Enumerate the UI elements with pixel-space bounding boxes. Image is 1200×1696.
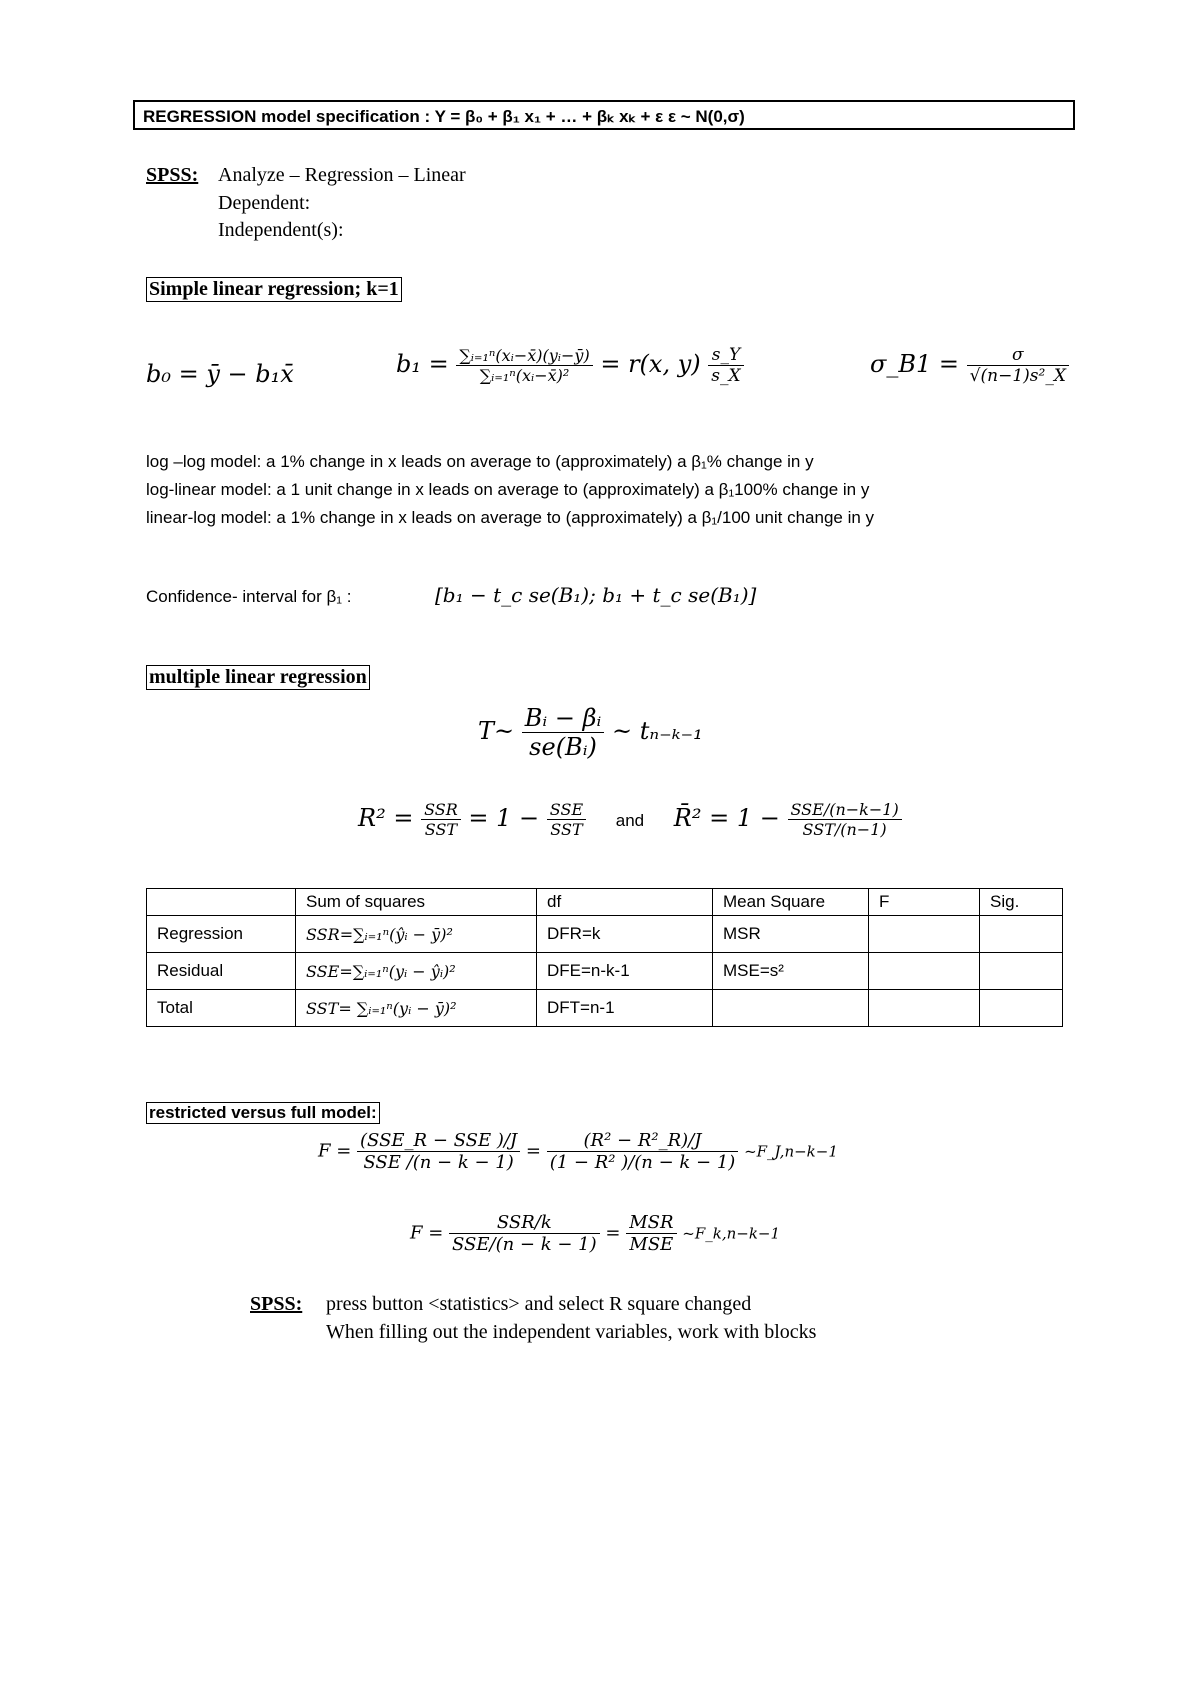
table-row bbox=[147, 990, 1063, 1027]
sy: s_Y bbox=[711, 345, 741, 365]
header-cell: Mean Square bbox=[713, 889, 869, 916]
formula-b0: b₀ = ȳ − b₁x̄ bbox=[146, 360, 294, 388]
f1-fraction1 bbox=[357, 1130, 520, 1173]
formula-f-restricted bbox=[318, 1130, 838, 1173]
table-header-row bbox=[147, 889, 1063, 916]
t-denominator: se(Bᵢ) bbox=[529, 733, 597, 761]
b1-fraction bbox=[456, 346, 592, 385]
f1-den1: SSE /(n − k − 1) bbox=[363, 1152, 514, 1173]
header-cell: Sum of squares bbox=[296, 889, 537, 916]
sigma-denominator bbox=[967, 366, 1069, 386]
f2-eq: = bbox=[605, 1222, 621, 1244]
spss-label bbox=[146, 164, 198, 187]
sum-of-squares-cell: SSE=∑ᵢ₌₁ⁿ(yᵢ − ŷᵢ)² bbox=[296, 953, 537, 990]
row-label: Residual bbox=[147, 953, 296, 990]
formula-t-statistic bbox=[478, 704, 703, 761]
section-title-multiple: multiple linear regression bbox=[146, 665, 370, 690]
t-rhs: ~ tₙ₋ₖ₋₁ bbox=[611, 717, 703, 745]
f2-den1: SSE/(n − k − 1) bbox=[452, 1234, 597, 1255]
row-label: Total bbox=[147, 990, 296, 1027]
formula-b1 bbox=[396, 345, 744, 386]
t-fraction bbox=[522, 704, 605, 761]
mean-square-cell bbox=[713, 990, 869, 1027]
r2-den2: SST bbox=[550, 820, 583, 839]
r2-mid: = 1 − bbox=[468, 804, 540, 832]
loglin-interpretation: log-linear model: a 1 unit change in x leads on average to (approximately) a β₁100% change in y bbox=[146, 480, 870, 499]
header-cell: df bbox=[537, 889, 713, 916]
f-cell bbox=[869, 916, 980, 953]
row-label: Regression bbox=[147, 916, 296, 953]
f2-dist: ~F_k,n−k−1 bbox=[682, 1224, 781, 1243]
sum-of-squares-cell: SSR=∑ᵢ₌₁ⁿ(ŷᵢ − ȳ)² bbox=[296, 916, 537, 953]
f2-fraction1 bbox=[449, 1212, 600, 1255]
sig-cell bbox=[980, 916, 1063, 953]
f-cell bbox=[869, 990, 980, 1027]
f2-fraction2 bbox=[626, 1212, 676, 1255]
anova-table bbox=[146, 888, 1063, 1027]
r2adj-num: SSE/(n−k−1) bbox=[788, 800, 902, 820]
table-row bbox=[147, 953, 1063, 990]
sum-of-squares-cell: SST= ∑ᵢ₌₁ⁿ(yᵢ − ȳ)² bbox=[296, 990, 537, 1027]
mean-square-cell: MSE=s² bbox=[713, 953, 869, 990]
f1-num2: (R² − R²_R)/J bbox=[547, 1130, 739, 1152]
f1-den2: (1 − R² )/(n − k − 1) bbox=[549, 1152, 736, 1173]
sigma-lhs: σ_B1 = bbox=[870, 350, 960, 378]
df-cell: DFR=k bbox=[537, 916, 713, 953]
loglog-interpretation: log –log model: a 1% change in x leads on average to (approximately) a β₁% change in y bbox=[146, 452, 814, 471]
t-numerator: Bᵢ − βᵢ bbox=[522, 704, 605, 733]
spss2-label bbox=[250, 1293, 302, 1316]
sigma-fraction bbox=[967, 345, 1069, 386]
table-row bbox=[147, 916, 1063, 953]
sig-cell bbox=[980, 953, 1063, 990]
linlog-interpretation: linear-log model: a 1% change in x leads on average to (approximately) a β₁/100 unit change in y bbox=[146, 508, 875, 527]
header-cell: F bbox=[869, 889, 980, 916]
section-title-restricted: restricted versus full model: bbox=[146, 1102, 380, 1124]
spss2-line2: When filling out the independent variables, work with blocks bbox=[326, 1321, 817, 1343]
spss-independent: Independent(s): bbox=[218, 219, 344, 241]
r2-fraction2 bbox=[547, 800, 586, 839]
t-lhs: T~ bbox=[478, 717, 515, 745]
r2-den1: SST bbox=[424, 820, 458, 839]
f2-den2: MSE bbox=[629, 1234, 674, 1255]
f1-fraction2 bbox=[547, 1130, 739, 1173]
b1-denominator: ∑ᵢ₌₁ⁿ(xᵢ−x̄)² bbox=[479, 366, 570, 385]
f2-num2: MSR bbox=[626, 1212, 676, 1234]
spss-path: Analyze – Regression – Linear bbox=[218, 164, 466, 186]
r2adj-fraction bbox=[788, 800, 902, 839]
b1-correlation: = r(x, y) bbox=[600, 350, 701, 378]
spss-dependent: Dependent: bbox=[218, 192, 311, 214]
spss-label-text: SPSS: bbox=[146, 164, 199, 186]
header-cell bbox=[147, 889, 296, 916]
formula-f-overall bbox=[410, 1212, 780, 1255]
f1-num1: (SSE_R − SSE )/J bbox=[357, 1130, 520, 1152]
ci-label: Confidence- interval for β₁ : bbox=[146, 587, 352, 606]
f1-eq: = bbox=[525, 1140, 541, 1162]
ci-formula: [b₁ − t_c se(B₁); b₁ + t_c se(B₁)] bbox=[435, 583, 757, 607]
r2adj-lhs: R̄² = 1 − bbox=[673, 804, 780, 832]
spss2-line1: press button <statistics> and select R square changed bbox=[326, 1293, 752, 1315]
f2-num1: SSR/k bbox=[449, 1212, 600, 1234]
r2-fraction1 bbox=[421, 800, 461, 839]
b1-lhs: b₁ = bbox=[396, 350, 449, 378]
r2-num1: SSR bbox=[421, 800, 461, 820]
formula-sigma-b1 bbox=[870, 345, 1069, 386]
sigma-den-text: (n−1)s²_X bbox=[980, 366, 1066, 386]
and-text: and bbox=[615, 811, 645, 830]
model-specification-header: REGRESSION model specification : Y = β₀ + β₁ x₁ + … + βₖ xₖ + ε ε ~ N(0,σ) bbox=[133, 100, 1075, 130]
sqrt-icon: √ bbox=[969, 366, 981, 386]
header-cell: Sig. bbox=[980, 889, 1063, 916]
df-cell: DFE=n-k-1 bbox=[537, 953, 713, 990]
b1-numerator: ∑ᵢ₌₁ⁿ(xᵢ−x̄)(yᵢ−ȳ) bbox=[456, 346, 592, 366]
sy-sx-fraction bbox=[708, 345, 743, 386]
section-title-simple: Simple linear regression; k=1 bbox=[146, 277, 402, 302]
spss2-label-text: SPSS: bbox=[250, 1293, 303, 1315]
r2-num2: SSE bbox=[547, 800, 586, 820]
r2-lhs: R² = bbox=[358, 804, 414, 832]
df-cell: DFT=n-1 bbox=[537, 990, 713, 1027]
f1-lhs: F = bbox=[318, 1140, 352, 1162]
f1-dist: ~F_J,n−k−1 bbox=[744, 1142, 838, 1161]
mean-square-cell: MSR bbox=[713, 916, 869, 953]
r2adj-den: SST/(n−1) bbox=[802, 820, 887, 839]
f-cell bbox=[869, 953, 980, 990]
sigma-numerator: σ bbox=[967, 345, 1069, 366]
sx: s_X bbox=[708, 365, 743, 386]
sig-cell bbox=[980, 990, 1063, 1027]
formula-r-squared bbox=[358, 800, 902, 839]
f2-lhs: F = bbox=[410, 1222, 444, 1244]
